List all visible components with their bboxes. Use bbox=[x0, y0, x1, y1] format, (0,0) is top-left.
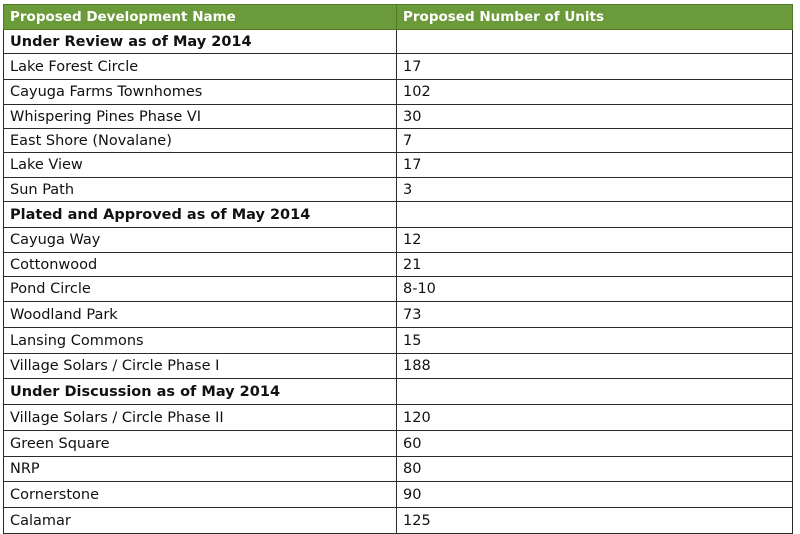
development-name-cell: NRP bbox=[4, 457, 397, 482]
units-cell bbox=[397, 202, 793, 228]
development-name-cell: East Shore (Novalane) bbox=[4, 129, 397, 153]
units-cell: 120 bbox=[397, 405, 793, 431]
development-name-cell: Village Solars / Circle Phase II bbox=[4, 405, 397, 431]
table-row bbox=[4, 354, 793, 379]
table-row bbox=[4, 302, 793, 328]
table-row bbox=[4, 482, 793, 508]
table-row bbox=[4, 153, 793, 178]
development-name-cell: Cayuga Way bbox=[4, 228, 397, 253]
units-cell: 21 bbox=[397, 253, 793, 277]
development-name-cell: Plated and Approved as of May 2014 bbox=[4, 202, 397, 228]
units-cell: 30 bbox=[397, 105, 793, 129]
units-cell: 80 bbox=[397, 457, 793, 482]
units-cell: 8-10 bbox=[397, 277, 793, 302]
units-cell: 15 bbox=[397, 328, 793, 354]
units-cell bbox=[397, 30, 793, 54]
development-name-cell: Under Review as of May 2014 bbox=[4, 30, 397, 54]
units-cell: 7 bbox=[397, 129, 793, 153]
development-name-cell: Cornerstone bbox=[4, 482, 397, 508]
table-row bbox=[4, 328, 793, 354]
table-header-row bbox=[4, 5, 793, 30]
units-cell: 188 bbox=[397, 354, 793, 379]
development-name-cell: Green Square bbox=[4, 431, 397, 457]
table-row bbox=[4, 178, 793, 202]
table-row bbox=[4, 431, 793, 457]
section-row bbox=[4, 202, 793, 228]
table-row bbox=[4, 457, 793, 482]
table-row bbox=[4, 277, 793, 302]
units-cell: 12 bbox=[397, 228, 793, 253]
development-units-table bbox=[3, 4, 793, 534]
development-name-cell: Cottonwood bbox=[4, 253, 397, 277]
units-cell: 125 bbox=[397, 508, 793, 534]
section-row bbox=[4, 30, 793, 54]
development-name-cell: Sun Path bbox=[4, 178, 397, 202]
table-row bbox=[4, 54, 793, 80]
development-name-cell: Woodland Park bbox=[4, 302, 397, 328]
table-row bbox=[4, 105, 793, 129]
table-row bbox=[4, 129, 793, 153]
units-cell: 17 bbox=[397, 153, 793, 178]
table-row bbox=[4, 405, 793, 431]
table-row bbox=[4, 80, 793, 105]
units-cell bbox=[397, 379, 793, 405]
development-name-cell: Pond Circle bbox=[4, 277, 397, 302]
development-name-cell: Lake View bbox=[4, 153, 397, 178]
development-name-cell: Lansing Commons bbox=[4, 328, 397, 354]
development-name-cell: Cayuga Farms Townhomes bbox=[4, 80, 397, 105]
units-cell: 90 bbox=[397, 482, 793, 508]
units-cell: 102 bbox=[397, 80, 793, 105]
table-row bbox=[4, 253, 793, 277]
section-row bbox=[4, 379, 793, 405]
development-name-cell: Calamar bbox=[4, 508, 397, 534]
units-cell: 60 bbox=[397, 431, 793, 457]
units-cell: 73 bbox=[397, 302, 793, 328]
development-name-cell: Lake Forest Circle bbox=[4, 54, 397, 80]
development-name-cell: Under Discussion as of May 2014 bbox=[4, 379, 397, 405]
development-name-cell: Whispering Pines Phase VI bbox=[4, 105, 397, 129]
units-cell: 17 bbox=[397, 54, 793, 80]
table-row bbox=[4, 228, 793, 253]
table-row bbox=[4, 508, 793, 534]
header-development-name: Proposed Development Name bbox=[4, 5, 397, 30]
units-cell: 3 bbox=[397, 178, 793, 202]
development-name-cell: Village Solars / Circle Phase I bbox=[4, 354, 397, 379]
header-number-of-units: Proposed Number of Units bbox=[397, 5, 793, 30]
